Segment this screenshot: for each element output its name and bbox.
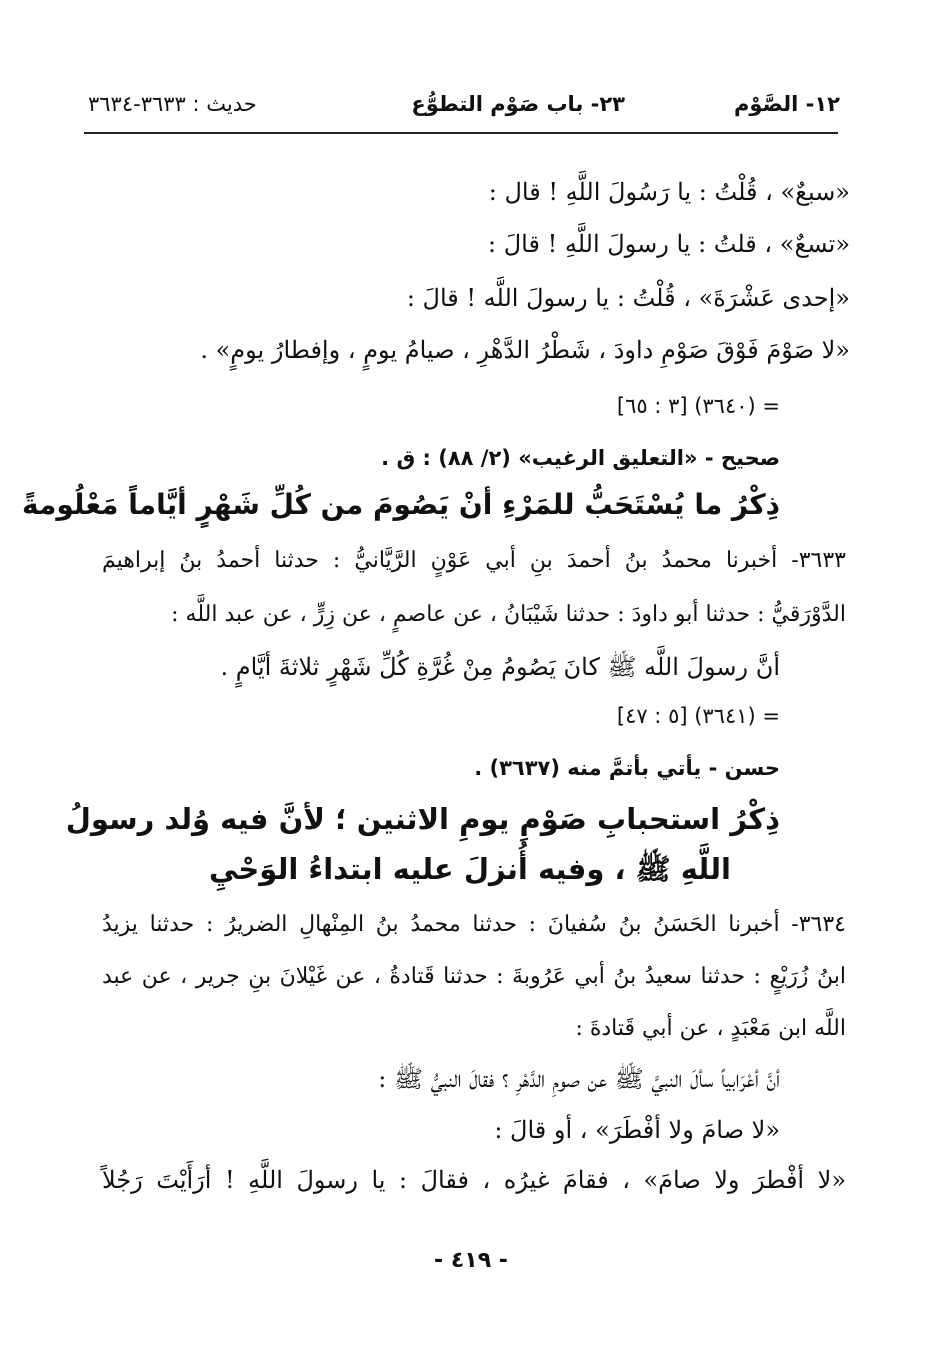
grade-line: صحيح - «التعليق الرغيب» (٢/ ٨٨) : ق . <box>381 446 780 470</box>
section-title: ٢٣- باب صَوْم التطوُّع <box>411 92 625 116</box>
text-line: أنَّ أعْرَابياً سألَ النبيَّ ﷺ عن صومِ الدَّهْرِ ؟ فقالَ النبيُّ ﷺ : <box>378 1065 780 1093</box>
chapter-heading: اللَّهِ ﷺ ، وفيه أُنزلَ عليه ابتداءُ الوَحْيِ <box>209 852 731 886</box>
chapter-heading: ذِكْرُ ما يُسْتَحَبُّ للمَرْءِ أنْ يَصُومَ من كُلِّ شَهْرٍ أيَّاماً مَعْلُومةً <box>22 488 780 521</box>
chapter-title: ١٢- الصَّوْم <box>733 92 840 116</box>
grade-line: حسن - يأتي بأتمَّ منه (٣٦٣٧) . <box>474 756 780 780</box>
reference-line: = (٣٦٤١) [٥ : ٤٧] <box>616 704 780 728</box>
header-divider <box>84 132 838 134</box>
text-line: أنَّ رسولَ اللَّه ﷺ كانَ يَصُومُ مِنْ غُرَّةِ كُلِّ شَهْرٍ ثلاثةَ أيَّامٍ . <box>220 653 780 681</box>
text-line: «سبعٌ» ، قُلْتُ : يا رَسُولَ اللَّهِ ! قال : <box>488 178 850 206</box>
text-line: اللَّه ابن مَعْبَدٍ ، عن أبي قَتادةَ : <box>575 1016 846 1041</box>
text-line: «لا صَوْمَ فَوْقَ صَوْمِ داودَ ، شَطْرُ الدَّهْرِ ، صيامُ يومٍ ، وإفطارُ يومٍ» . <box>200 336 850 364</box>
text-line: «لا أفْطرَ ولا صامَ» ، فقامَ غيرُه ، فقالَ : يا رسولَ اللَّهِ ! أرَأَيْتَ رَجُلاً <box>102 1166 846 1194</box>
text-line: ابنُ زُرَيْعٍ : حدثنا سعيدُ بنُ أبي عَرُوبةَ : حدثنا قَتادةُ ، عن غَيْلانَ بنِ جرير ، عن عبد <box>102 964 846 989</box>
text-line: ٣٦٣٤- أخبرنا الحَسَنُ بنُ سُفيانَ : حدثنا محمدُ بنُ المِنْهالِ الضريرُ : حدثنا يزيدُ <box>102 912 846 937</box>
chapter-heading: ذِكْرُ استحبابِ صَوْمِ يومِ الاثنين ؛ لأنَّ فيه وُلد رسولُ <box>65 802 780 836</box>
hadith-range: حديث : ٣٦٣٣-٣٦٣٤ <box>88 92 257 116</box>
text-line: الدَّوْرَقيُّ : حدثنا أبو داودَ : حدثنا شَيْبَانُ ، عن عاصمٍ ، عن زِرٍّ ، عن عبد اللَّه : <box>171 602 846 627</box>
text-line: «إحدى عَشْرَةَ» ، قُلْتُ : يا رسولَ اللَّه ! قالَ : <box>406 284 850 312</box>
text-line: «لا صامَ ولا أفْطَرَ» ، أو قالَ : <box>494 1116 780 1144</box>
text-line: ٣٦٣٣- أخبرنا محمدُ بنُ أحمدَ بنِ أبي عَوْنٍ الرَّيَّانيُّ : حدثنا أحمدُ بنُ إبراهيمَ <box>102 548 846 573</box>
running-header <box>88 88 840 126</box>
text-line: «تسعٌ» ، قلتُ : يا رسولَ اللَّهِ ! قالَ : <box>488 230 850 258</box>
reference-line: = (٣٦٤٠) [٣ : ٦٥] <box>616 394 780 418</box>
page-number: - ٤١٩ - <box>434 1248 508 1273</box>
